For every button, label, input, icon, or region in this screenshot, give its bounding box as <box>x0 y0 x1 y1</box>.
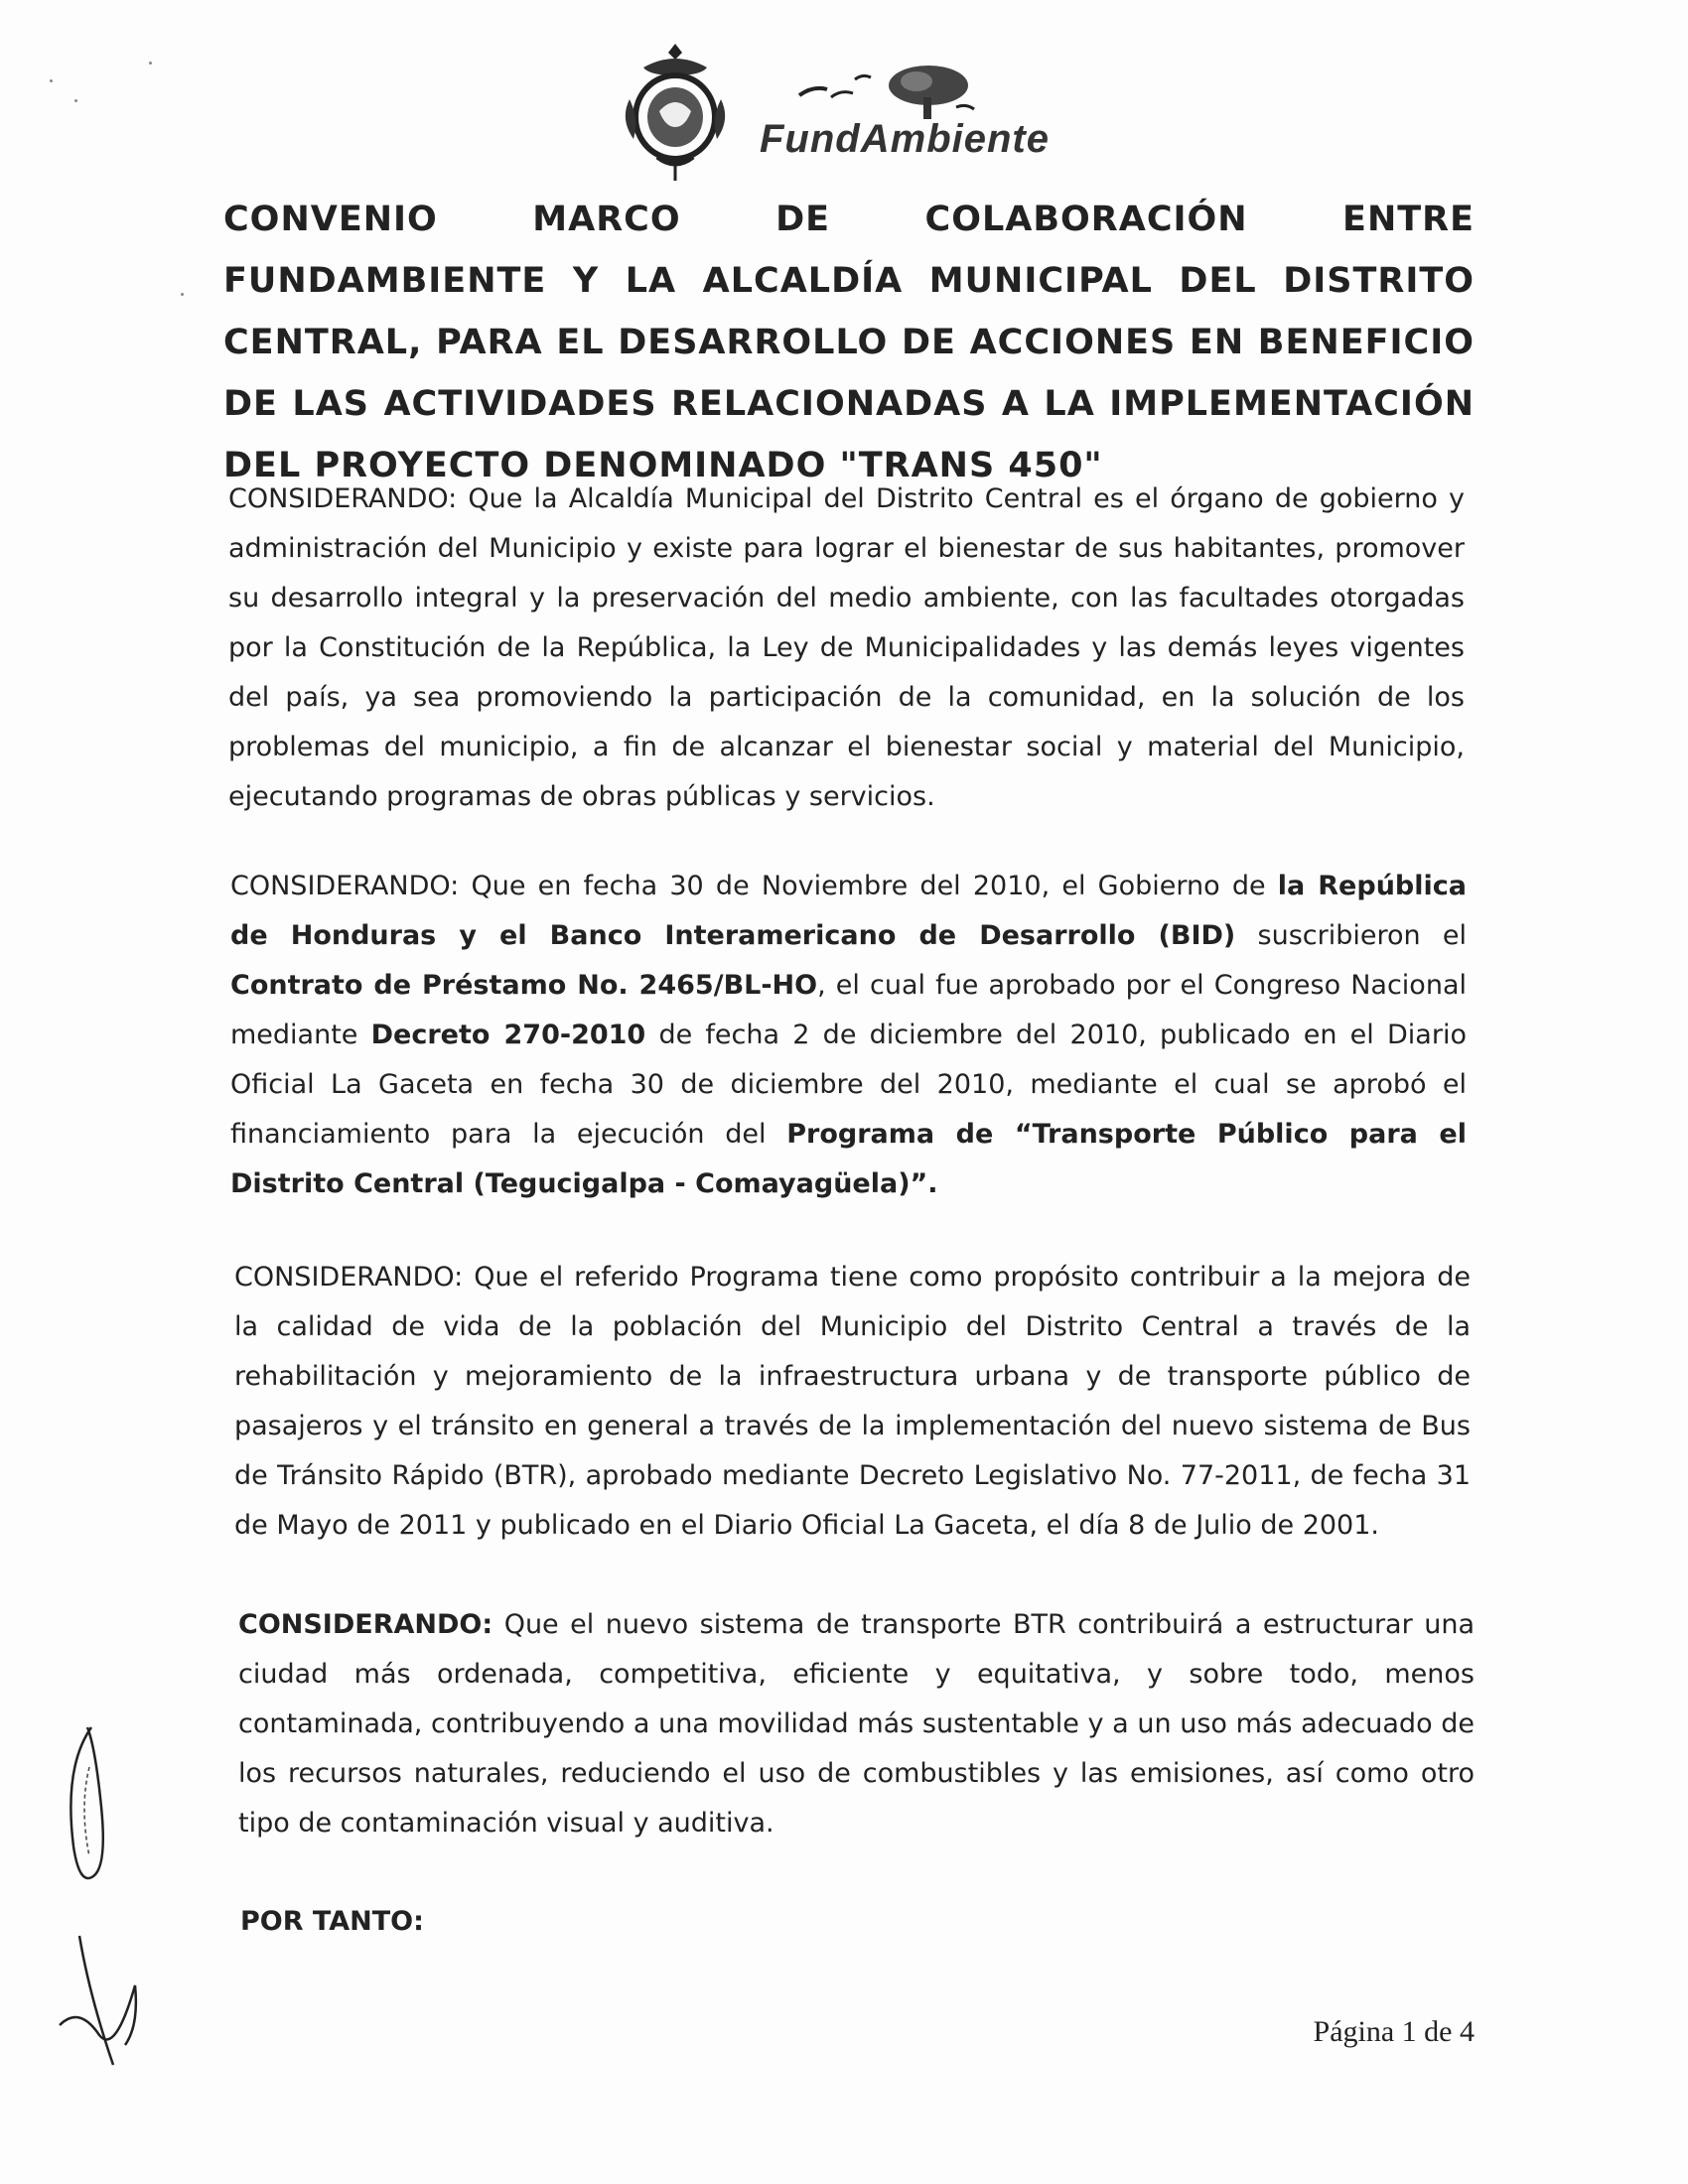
scan-speck <box>149 62 152 65</box>
paragraph-text: Que el nuevo sistema de transporte BTR contribuirá a estructurar una ciudad más ordenada, competitiva, eficiente y equitativa, y sobre todo, menos contaminada, contribuyendo a una movilidad más sustentable y a un uso más adecuado de los recursos naturales, reduciendo el uso de combustibles y las emisiones, así como otro tipo de contaminación visual y auditiva. <box>238 1609 1475 1839</box>
por-tanto-heading: POR TANTO: <box>240 1906 424 1937</box>
document-title: CONVENIO MARCO DE COLABORACIÓN ENTRE FUNDAMBIENTE Y LA ALCALDÍA MUNICIPAL DEL DISTRITO CENTRAL, PARA EL DESARROLLO DE ACCIONES EN BENEFICIO DE LAS ACTIVIDADES RELACIONADAS A LA IMPLEMENTACIÓN DEL PROYECTO DENOMINADO "TRANS 450" <box>223 200 1475 485</box>
logo-wordmark: FundAmbiente <box>760 117 1050 161</box>
loan-contract-bold: Contrato de Préstamo No. 2465/BL-HO <box>230 970 818 1001</box>
paragraph-text: , el cual fue aprobado por el Congreso Nacional mediante <box>230 970 1467 1050</box>
scan-speck <box>181 293 184 296</box>
considerando-label: CONSIDERANDO: <box>238 1609 493 1640</box>
scan-speck <box>50 79 53 82</box>
program-name-bold: Programa de “Transporte Público para el Distrito Central (Tegucigalpa - Comayagüela)”. <box>230 1119 1467 1199</box>
considerando-label: CONSIDERANDO: <box>228 483 458 514</box>
paragraph-text: Que el referido Programa tiene como propósito contribuir a la mejora de la calidad de vida de la población del Municipio del Distrito Central a través de la rehabilitación y mejoramiento de la infraestructura urbana y de transporte público de pasajeros y el tránsito en general a través de la implementación del nuevo sistema de Bus de Tránsito Rápido (BTR), aprobado mediante Decreto Legislativo No. 77-2011, de fecha 31 de Mayo de 2011 y publicado en el Diario Oficial La Gaceta, el día 8 de Julio de 2001. <box>234 1262 1471 1541</box>
considerando-label: CONSIDERANDO: <box>230 871 460 901</box>
parties-bold: la República de Honduras y el Banco Interamericano de Desarrollo (BID) <box>230 871 1467 951</box>
municipal-crest-icon <box>616 40 735 184</box>
considerando-label: CONSIDERANDO: <box>234 1262 464 1293</box>
paragraph-text: de fecha 2 de diciembre del 2010, publicado en el Diario Oficial La Gaceta en fecha 30 de diciembre del 2010, mediante el cual se aprobó el financiamiento para la ejecución del <box>230 1020 1467 1150</box>
handwritten-signature <box>40 1707 169 2085</box>
fundambiente-logo <box>760 58 1057 167</box>
paragraph-text: Que en fecha 30 de Noviembre del 2010, el Gobierno de <box>459 871 1278 901</box>
page-number: Página 1 de 4 <box>1313 2015 1475 2048</box>
paragraph-text: suscribieron el <box>1235 920 1467 951</box>
header-logos <box>596 40 1072 189</box>
considerando-paragraph-4 <box>238 1600 1475 1848</box>
considerando-paragraph-2 <box>230 862 1467 1209</box>
paragraph-text: Que la Alcaldía Municipal del Distrito Central es el órgano de gobierno y administración del Municipio y existe para lograr el bienestar de sus habitantes, promover su desarrollo integral y la preservación del medio ambiente, con las facultades otorgadas por la Constitución de la República, la Ley de Municipalidades y las demás leyes vigentes del país, ya sea promoviendo la participación de la comunidad, en la solución de los problemas del municipio, a fin de alcanzar el bienestar social y material del Municipio, ejecutando programas de obras públicas y servicios. <box>228 483 1465 812</box>
considerando-paragraph-1 <box>228 475 1465 822</box>
scan-speck <box>74 99 77 102</box>
considerando-paragraph-3 <box>234 1253 1471 1551</box>
decree-bold: Decreto 270-2010 <box>370 1020 646 1050</box>
